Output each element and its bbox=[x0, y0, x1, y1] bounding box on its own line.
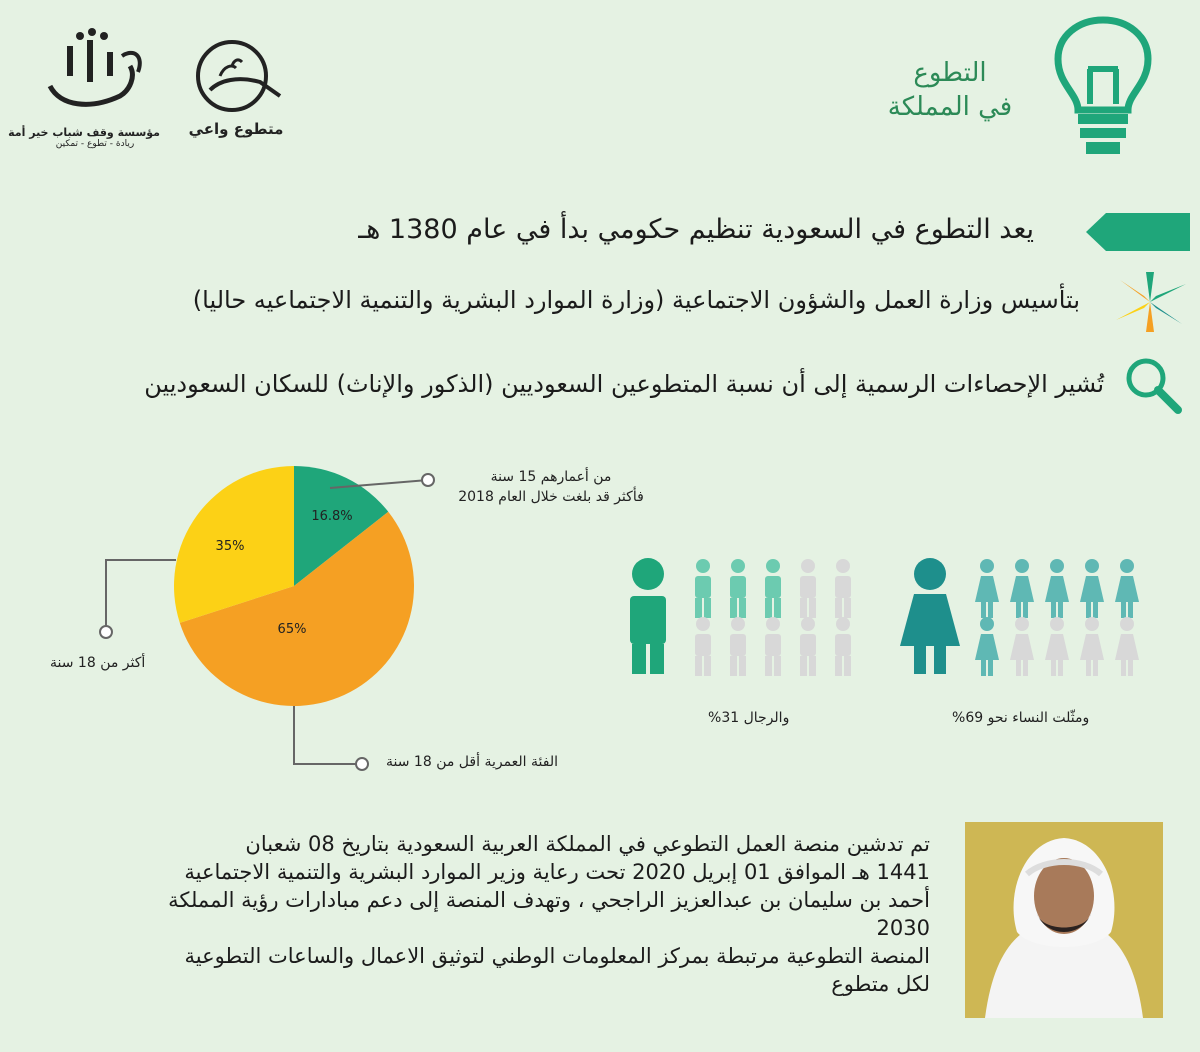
callout-dot-left bbox=[100, 626, 112, 638]
endowment-name: مؤسسة وقف شباب خير أمة bbox=[8, 126, 160, 139]
women-grid bbox=[975, 559, 1139, 676]
men-caption: والرجال 31% bbox=[708, 710, 790, 726]
lightbulb-icon bbox=[1050, 14, 1156, 160]
stats-line: تُشير الإحصاءات الرسمية إلى أن نسبة المتطوعين السعوديين (الذكور والإناث) للسكان السعوديين bbox=[144, 370, 1104, 398]
callout-dot-bottom bbox=[356, 758, 368, 770]
pie-note-bottom: الفئة العمرية أقل من 18 سنة bbox=[386, 754, 558, 770]
headline: يعد التطوع في السعودية تنظيم حكومي بدأ في عام 1380 هـ bbox=[358, 214, 1034, 245]
woman-large-icon bbox=[900, 558, 960, 674]
volunteer-aware-text: متطوع واعي bbox=[188, 120, 284, 138]
women-caption: ومثّلت النساء نحو 69% bbox=[952, 710, 1090, 726]
pie-note-left: أكثر من 18 سنة bbox=[50, 655, 146, 671]
platform-line-5: المنصة التطوعية مرتبطة بمركز المعلومات الوطني لتوثيق الاعمال والساعات التطوعية bbox=[184, 944, 930, 968]
platform-line-4: 2030 bbox=[876, 916, 930, 940]
men-grid bbox=[695, 559, 851, 676]
slice-label-orange: 65% bbox=[277, 622, 307, 637]
endowment-logo bbox=[8, 26, 160, 149]
callout-line-left bbox=[106, 560, 176, 632]
slice-label-green: 16.8% bbox=[311, 509, 353, 524]
platform-line-6: لكل متطوع bbox=[831, 972, 930, 996]
man-large-icon bbox=[630, 558, 666, 674]
slice-label-yellow: 35% bbox=[215, 539, 245, 554]
pie-note-top-line2: فأكثر قد بلغت خلال العام 2018 bbox=[458, 489, 644, 505]
pie-note-top bbox=[440, 467, 662, 507]
hand-circle-icon bbox=[180, 36, 292, 116]
platform-line-1: تم تدشين منصة العمل التطوعي في المملكة العربية السعودية بتاريخ 08 شعبان bbox=[245, 832, 930, 856]
search-icon bbox=[1124, 356, 1182, 414]
pie-note-top-line1: من أعمارهم 15 سنة bbox=[490, 469, 612, 485]
platform-line-2: 1441 هـ الموافق 01 إبريل 2020 تحت رعاية وزير الموارد البشرية والتنمية الاجتماعية bbox=[184, 860, 930, 884]
callout-dot-top bbox=[422, 474, 434, 486]
title-line-2: في المملكة bbox=[887, 92, 1013, 122]
minister-photo bbox=[965, 822, 1163, 1018]
volunteer-aware-logo bbox=[180, 36, 292, 138]
callout-line-bottom bbox=[294, 706, 360, 764]
page-title bbox=[860, 56, 1040, 124]
platform-line-3: أحمد بن سليمان بن عبدالعزيز الراجحي ، وتهدف المنصة إلى دعم مبادارات رؤية المملكة bbox=[168, 888, 930, 912]
arrow-tag-icon bbox=[1086, 213, 1190, 251]
platform-paragraph bbox=[50, 830, 930, 998]
gender-pictogram bbox=[610, 550, 1160, 680]
ministry-emblem-icon bbox=[1110, 272, 1190, 332]
calligraphy-logo-icon bbox=[30, 26, 160, 122]
endowment-tagline: ريادة - تطوع - تمكين bbox=[55, 139, 135, 149]
ministry-line: بتأسيس وزارة العمل والشؤون الاجتماعية (وزارة الموارد البشرية والتنمية الاجتماعيه حاليا) bbox=[192, 286, 1080, 314]
title-line-1: التطوع bbox=[913, 58, 987, 88]
